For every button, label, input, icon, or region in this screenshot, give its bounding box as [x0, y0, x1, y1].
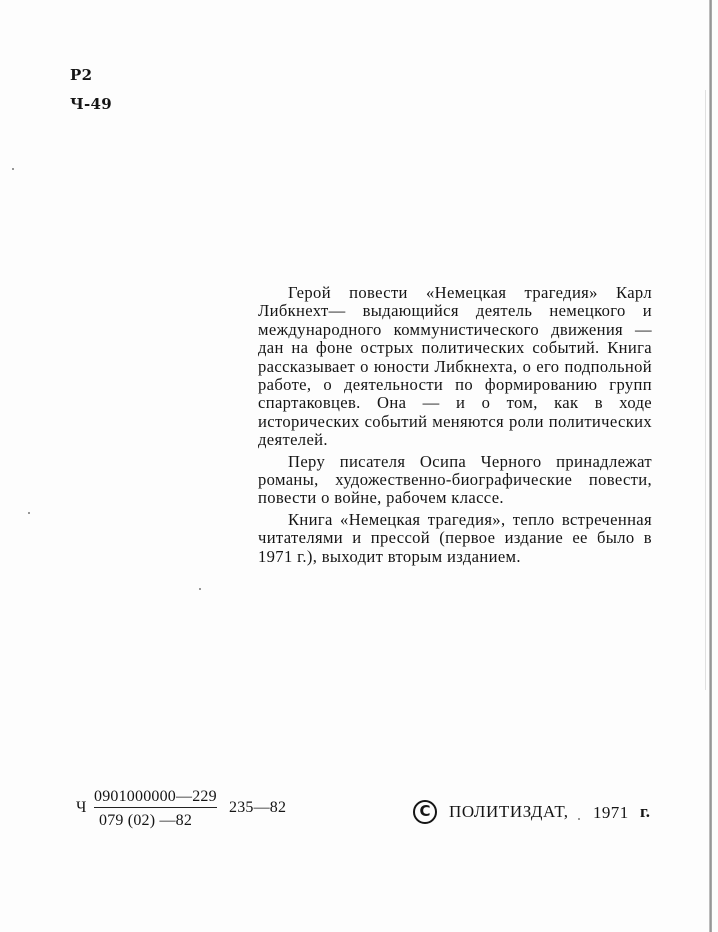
library-index-code: Р2 — [70, 66, 93, 84]
page-edge-line — [705, 90, 706, 690]
catalog-code: 235—82 — [229, 799, 287, 816]
publisher-name: ПОЛИТИЗДАТ, — [449, 802, 569, 821]
catalog-denominator: 079 (02) —82 — [99, 812, 193, 829]
catalog-numerator: 0901000000—229 — [94, 788, 217, 808]
scan-speck — [199, 588, 201, 590]
catalog-letter: Ч — [76, 799, 87, 816]
copyright-icon: C — [413, 800, 437, 824]
copyright-line — [413, 800, 673, 830]
scan-speck — [28, 512, 30, 514]
annotation-paragraph: Перу писателя Осипа Черного принадлежат романы, художественно-биографические повести, повести о войне, рабочем классе. — [258, 451, 652, 508]
book-annotation — [258, 284, 652, 566]
year-abbreviation: г. — [640, 802, 651, 821]
annotation-paragraph: Герой повести «Немецкая трагедия» Карл Либкнехт— выдающийся деятель немецкого и международного коммунистического движения — дан на фоне острых политических событий. Книга рассказывает о юности Либкнехта, о его подпольной работе, о деятельности по формированию групп спартаковцев. Она — и о том, как в ходе исторических событий меняются роли политических деятелей. — [258, 283, 652, 450]
author-mark-code: Ч-49 — [70, 95, 112, 113]
catalog-formula — [70, 788, 310, 838]
scan-speck — [12, 168, 14, 170]
annotation-paragraph: Книга «Немецкая трагедия», тепло встреченная читателями и прессой (первое издание ее было в 1971 г.), выходит вторым изданием. — [258, 509, 652, 566]
page-edge-shadow — [709, 0, 712, 932]
publication-year: 1971 — [593, 803, 629, 822]
